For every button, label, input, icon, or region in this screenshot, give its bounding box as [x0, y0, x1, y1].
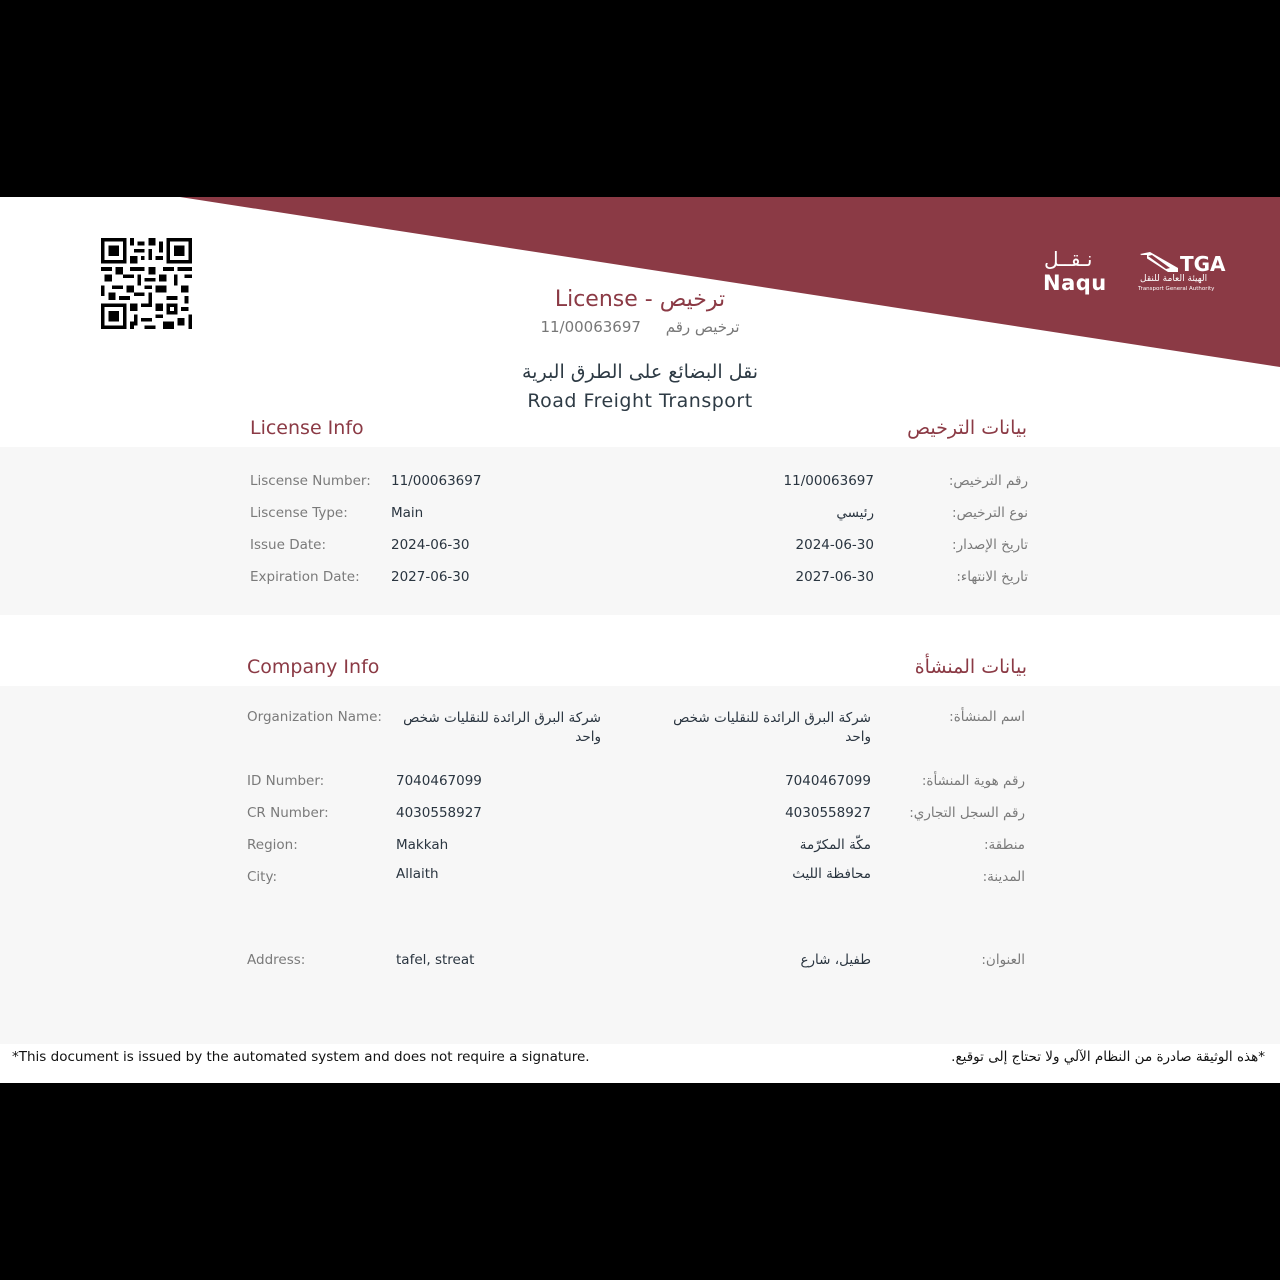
field-value-ar: 2027-06-30	[795, 569, 874, 585]
field-label: CR Number:	[247, 805, 329, 821]
field-label-ar: تاريخ الانتهاء:	[956, 569, 1028, 585]
field-label-ar: اسم المنشأة:	[949, 709, 1025, 725]
field-value: Makkah	[396, 837, 449, 853]
qr-code-icon	[101, 238, 192, 329]
field-value-ar: 7040467099	[785, 773, 871, 789]
field-label-ar: نوع الترخيص:	[952, 505, 1028, 521]
field-value-ar: طفيل، شارع	[800, 952, 871, 968]
tga-abbr: TGA	[1180, 252, 1226, 276]
field-value-ar: 11/00063697	[783, 473, 874, 489]
license-info-heading-ar: بيانات الترخيص	[907, 417, 1027, 439]
field-value: 2024-06-30	[391, 537, 470, 553]
field-value-ar: محافظة الليث	[792, 866, 871, 882]
field-label: Liscense Number:	[250, 473, 371, 489]
company-info-panel	[0, 686, 1280, 1044]
field-value: tafel, streat	[396, 952, 475, 968]
license-document	[0, 197, 1280, 1083]
field-value-ar: رئيسي	[836, 505, 874, 521]
company-info-heading-en: Company Info	[247, 656, 380, 678]
field-value-ar: 4030558927	[785, 805, 871, 821]
field-label-ar: رقم السجل التجاري:	[909, 805, 1025, 821]
field-value: Allaith	[396, 866, 439, 882]
license-info-panel	[0, 447, 1280, 615]
tga-emblem-icon	[1138, 252, 1178, 272]
license-number-line	[0, 318, 1280, 336]
field-label: Liscense Type:	[250, 505, 348, 521]
naqu-logo-ar: نـقــل	[1044, 247, 1093, 271]
document-title: License - ترخيص	[554, 287, 726, 312]
field-label-ar: منطقة:	[984, 837, 1025, 853]
field-value: 2027-06-30	[391, 569, 470, 585]
license-number: 11/00063697	[540, 318, 641, 336]
field-label: City:	[247, 869, 278, 885]
field-value-ar: شركة البرق الرائدة للنقليات شخص واحد	[673, 710, 871, 745]
field-value: شركة البرق الرائدة للنقليات شخص واحد	[403, 710, 601, 745]
activity-ar: نقل البضائع على الطرق البرية	[521, 361, 758, 383]
license-info-heading-en: License Info	[250, 417, 364, 439]
field-label-ar: تاريخ الإصدار:	[952, 537, 1028, 553]
field-value-ar: 2024-06-30	[795, 537, 874, 553]
field-label: Region:	[247, 837, 298, 853]
field-label-ar: العنوان:	[981, 952, 1025, 968]
field-value-ar: مكّة المكرّمة	[799, 837, 871, 853]
field-label: Address:	[247, 952, 306, 968]
footer-note-en: *This document is issued by the automated system and does not require a signature.	[12, 1049, 590, 1065]
tga-name-en: Transport General Authority	[1138, 286, 1215, 292]
field-label: Organization Name:	[247, 709, 382, 725]
license-number-label: ترخيص رقم	[665, 318, 740, 336]
company-info-heading-ar: بيانات المنشأة	[914, 656, 1027, 678]
footer-note-ar: *هذه الوثيقة صادرة من النظام الآلي ولا تحتاج إلى توقيع.	[951, 1049, 1265, 1065]
field-label-ar: المدينة:	[982, 869, 1025, 885]
field-value: 4030558927	[396, 805, 482, 821]
naqu-logo-en: Naqu	[1043, 271, 1107, 295]
field-label: Expiration Date:	[250, 569, 360, 585]
tga-name-ar: الهيئة العامة للنقل	[1140, 274, 1208, 284]
field-value: 11/00063697	[391, 473, 482, 489]
field-value: 7040467099	[396, 773, 482, 789]
activity-en: Road Freight Transport	[527, 390, 753, 412]
field-label: Issue Date:	[250, 537, 327, 553]
field-value: Main	[391, 505, 424, 521]
field-label-ar: رقم الترخيص:	[948, 473, 1028, 489]
field-label-ar: رقم هوية المنشأة:	[921, 773, 1025, 789]
field-label: ID Number:	[247, 773, 325, 789]
